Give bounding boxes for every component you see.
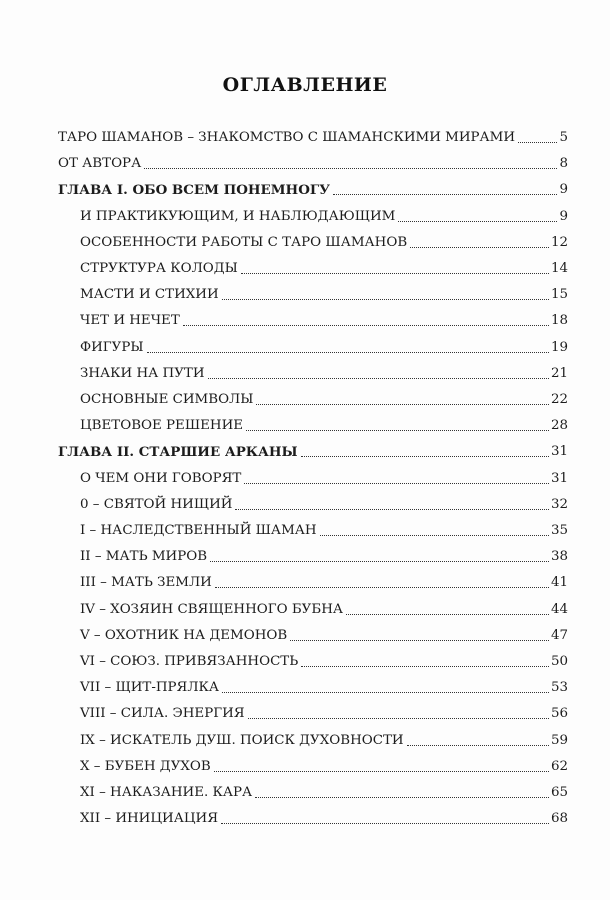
toc-page-number: 47 [550, 627, 568, 643]
toc-entry-title: ОТ АВТОРА [58, 156, 142, 172]
dot-leader [301, 456, 549, 457]
toc-page-number: 28 [550, 418, 568, 434]
toc-entry-title: СТРУКТУРА КОЛОДЫ [80, 261, 238, 276]
toc-entry-title: ГЛАВА II. СТАРШИЕ АРКАНЫ [58, 444, 298, 461]
dot-leader [518, 142, 557, 143]
toc-chapter-entry [58, 176, 568, 198]
toc-entry-title: ОСНОВНЫЕ СИМВОЛЫ [80, 392, 254, 407]
toc-chapter-entry [58, 438, 568, 460]
toc-entry-title: ГЛАВА I. ОБО ВСЕМ ПОНЕМНОГУ [58, 182, 330, 199]
toc-entry [80, 674, 568, 696]
dot-leader [333, 194, 557, 195]
toc-page-number: 53 [550, 680, 568, 696]
toc-page-number: 14 [550, 261, 568, 276]
toc-entry-title: О ЧЕМ ОНИ ГОВОРЯТ [80, 470, 242, 486]
toc-entry-title: ОСОБЕННОСТИ РАБОТЫ С ТАРО ШАМАНОВ [80, 234, 408, 250]
dot-leader [398, 221, 557, 222]
toc-entry [80, 727, 568, 749]
toc-entry-title: ЧЕТ И НЕЧЕТ [80, 313, 180, 329]
toc-entry [80, 517, 568, 539]
dot-leader [241, 273, 549, 274]
toc-entry [80, 281, 568, 303]
toc-entry [58, 124, 568, 146]
dot-leader [248, 718, 549, 719]
dot-leader [235, 509, 548, 510]
toc-page-number: 31 [550, 444, 568, 460]
toc-entry-title: III – МАТЬ ЗЕМЛИ [80, 575, 212, 591]
toc-entry [80, 805, 568, 827]
toc-page-number: 59 [550, 732, 568, 748]
toc-page-number: 41 [550, 575, 568, 591]
toc-page-number: 9 [559, 208, 568, 224]
toc-entry [80, 753, 568, 775]
toc-entry [58, 150, 568, 172]
dot-leader [147, 352, 549, 353]
toc-entry-title: МАСТИ И СТИХИИ [80, 287, 219, 303]
toc-page-number: 38 [550, 549, 568, 565]
toc-entry-title: VIII – СИЛА. ЭНЕРГИЯ [80, 706, 245, 722]
page-title: ОГЛАВЛЕНИЕ [222, 74, 388, 96]
toc-entry [80, 491, 568, 513]
dot-leader [183, 325, 549, 326]
toc-entry-title: ЦВЕТОВОЕ РЕШЕНИЕ [80, 418, 244, 434]
dot-leader [320, 535, 549, 536]
dot-leader [407, 745, 549, 746]
toc-entry [80, 465, 568, 487]
toc-page-number: 56 [550, 706, 568, 722]
toc-entry [80, 648, 568, 670]
toc-entry [80, 255, 568, 277]
toc-entry-title: XI – НАКАЗАНИЕ. КАРА [80, 785, 253, 800]
toc-entry [80, 412, 568, 434]
dot-leader [210, 561, 549, 562]
dot-leader [144, 168, 557, 169]
toc-entry-title: И ПРАКТИКУЮЩИМ, И НАБЛЮДАЮЩИМ [80, 208, 396, 224]
toc-entry [80, 307, 568, 329]
toc-entry-title: ФИГУРЫ [80, 339, 144, 355]
toc-page-number: 62 [550, 758, 568, 774]
toc-page-number: 22 [550, 392, 568, 407]
toc-entry [80, 229, 568, 251]
toc-page-number: 15 [550, 287, 568, 303]
dot-leader [290, 640, 549, 641]
toc-entry-title: I – НАСЛЕДСТВЕННЫЙ ШАМАН [80, 523, 317, 538]
dot-leader [301, 666, 549, 667]
dot-leader [222, 692, 549, 693]
toc-page-number: 44 [550, 601, 568, 617]
toc-entry [80, 700, 568, 722]
toc-entry-title: X – БУБЕН ДУХОВ [80, 758, 211, 774]
toc-entry-title: V – ОХОТНИК НА ДЕМОНОВ [80, 627, 288, 643]
dot-leader [214, 771, 549, 772]
toc-entry [80, 386, 568, 408]
toc-entry [80, 622, 568, 644]
dot-leader [221, 823, 549, 824]
toc-entry-title: ЗНАКИ НА ПУТИ [80, 365, 205, 381]
toc-entry-title: IV – ХОЗЯИН СВЯЩЕННОГО БУБНА [80, 601, 344, 617]
toc-entry-title: VI – СОЮЗ. ПРИВЯЗАННОСТЬ [80, 654, 299, 669]
dot-leader [255, 797, 549, 798]
toc-entry [80, 569, 568, 591]
toc-page-number: 32 [550, 496, 568, 512]
toc-page-number: 8 [559, 156, 568, 172]
toc-entry [80, 334, 568, 356]
toc-entry [80, 596, 568, 618]
toc-page-number: 68 [550, 811, 568, 827]
toc-page-number: 65 [550, 785, 568, 800]
toc-entry [80, 360, 568, 382]
toc-entry-title: IX – ИСКАТЕЛЬ ДУШ. ПОИСК ДУХОВНОСТИ [80, 732, 404, 748]
dot-leader [222, 299, 549, 300]
toc-page-number: 35 [550, 523, 568, 538]
toc-entry-title: ТАРО ШАМАНОВ – ЗНАКОМСТВО С ШАМАНСКИМИ МИРАМИ [58, 130, 516, 145]
dot-leader [346, 614, 549, 615]
dot-leader [215, 587, 549, 588]
toc-entry-title: VII – ЩИТ-ПРЯЛКА [80, 680, 220, 696]
toc-page-number: 18 [550, 313, 568, 329]
toc-entry-title: XII – ИНИЦИАЦИЯ [80, 811, 219, 827]
toc-page-number: 12 [550, 234, 568, 250]
toc-entry [80, 543, 568, 565]
dot-leader [244, 483, 549, 484]
toc-entry [80, 203, 568, 225]
toc-page-number: 5 [559, 130, 568, 145]
toc-page-number: 19 [550, 339, 568, 355]
toc-page-number: 31 [550, 470, 568, 486]
toc-page-number: 9 [559, 182, 568, 198]
toc-entry [80, 779, 568, 801]
dot-leader [208, 378, 549, 379]
toc-entry-title: 0 – СВЯТОЙ НИЩИЙ [80, 496, 233, 512]
dot-leader [246, 430, 549, 431]
dot-leader [256, 404, 549, 405]
dot-leader [410, 247, 549, 248]
toc-page-number: 50 [550, 654, 568, 669]
toc-entry-title: II – МАТЬ МИРОВ [80, 549, 208, 565]
toc-page-number: 21 [550, 365, 568, 381]
